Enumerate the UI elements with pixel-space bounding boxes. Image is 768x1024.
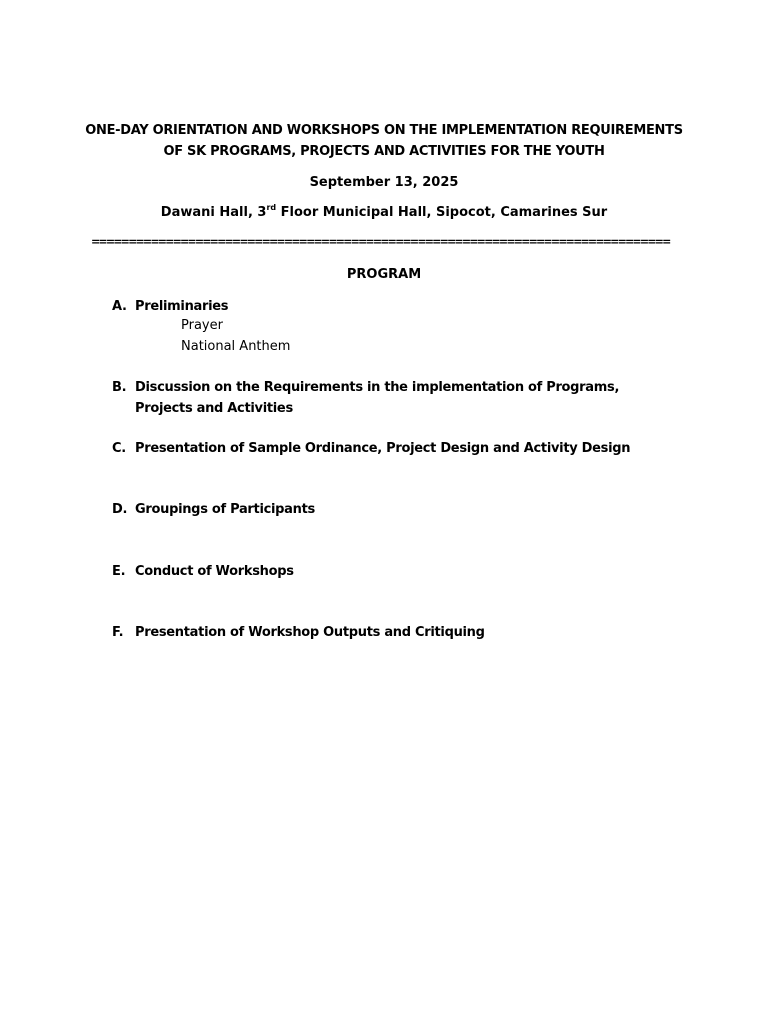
program-item-d: [112, 499, 672, 520]
item-letter: E.: [112, 564, 126, 579]
separator-line: ==============================================================================: [91, 235, 670, 248]
item-text: Presentation of Workshop Outputs and Critiquing: [135, 625, 485, 640]
item-text: Groupings of Participants: [135, 502, 315, 517]
document-title: ONE-DAY ORIENTATION AND WORKSHOPS ON THE IMPLEMENTATION REQUIREMENTS OF SK PROGRAMS, PROJECTS AND ACTIVITIES FOR THE YOUTH: [85, 123, 683, 159]
program-item-e: [112, 561, 672, 582]
program-heading: PROGRAM: [346, 267, 422, 282]
item-letter: B.: [112, 380, 127, 395]
item-text: Conduct of Workshops: [135, 564, 294, 579]
subitem-national-anthem: National Anthem: [181, 339, 291, 354]
venue-prefix: Dawani Hall, 3: [160, 205, 267, 220]
program-item-f: [112, 622, 672, 643]
item-letter: F.: [112, 625, 124, 640]
item-letter: C.: [112, 441, 126, 456]
event-venue: [0, 203, 768, 223]
program-item-a: [112, 296, 672, 317]
venue-superscript: rd: [266, 203, 277, 212]
event-date: September 13, 2025: [309, 175, 459, 190]
program-item-b: [112, 377, 672, 419]
subitem-prayer: Prayer: [181, 318, 223, 333]
item-letter: A.: [112, 299, 127, 314]
program-item-c: [112, 438, 672, 459]
item-text: Discussion on the Requirements in the implementation of Programs, Projects and Activities: [135, 380, 620, 416]
venue-suffix: Floor Municipal Hall, Sipocot, Camarines Sur: [276, 205, 608, 220]
item-text: Preliminaries: [135, 299, 229, 314]
item-letter: D.: [112, 502, 128, 517]
item-text: Presentation of Sample Ordinance, Project Design and Activity Design: [135, 441, 631, 456]
